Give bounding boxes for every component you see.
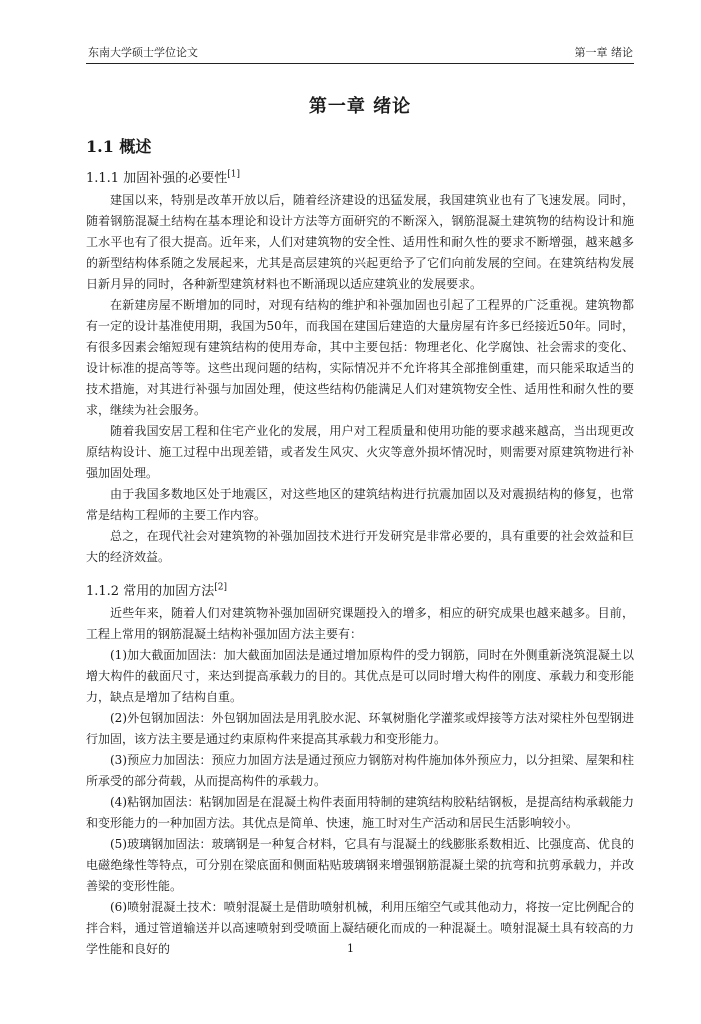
citation-ref-2: [2] (214, 582, 227, 593)
paragraph: (6)喷射混凝土技术：喷射混凝土是借助喷射机械，利用压缩空气或其他动力，将按一定比例配合的拌合料，通过管道输送并以高速喷射到受喷面上凝结硬化而成的一种混凝土。喷射混凝土具有较高的力学性能和良好的 (86, 900, 634, 956)
subsection-title-2-text: 1.1.2 常用的加固方法 (86, 584, 215, 599)
running-header-left: 东南大学硕士学位论文 (88, 46, 198, 59)
paragraph: 随着我国安居工程和住宅产业化的发展，用户对工程质量和使用功能的要求越来越高，当出现更改原结构设计、施工过程中出现差错，或者发生风灾、火灾等意外损坏情况时，则需要对原建筑物进行补强加固处理。 (86, 424, 634, 480)
paragraph: (3)预应力加固法：预应力加固方法是通过预应力钢筋对构件施加体外预应力，以分担梁、屋架和柱所承受的部分荷载，从而提高构件的承载力。 (86, 753, 634, 788)
subsection-title-1 (86, 167, 634, 186)
paragraph: 由于我国多数地区处于地震区，对这些地区的建筑结构进行抗震加固以及对震损结构的修复，也常常是结构工程师的主要工作内容。 (86, 487, 634, 522)
page-number: 1 (347, 942, 354, 955)
subsection-title-1-text: 1.1.1 加固补强的必要性 (86, 171, 228, 186)
paragraph: (4)粘钢加固法：粘钢加固是在混凝土构件表面用特制的建筑结构胶粘结钢板，是提高结构承载能力和变形能力的一种加固方法。其优点是简单、快速，施工时对生产活动和居民生活影响较小。 (86, 795, 634, 830)
paragraph: 近些年来，随着人们对建筑物补强加固研究课题投入的增多，相应的研究成果也越来越多。目前，工程上常用的钢筋混凝土结构补强加固方法主要有： (86, 606, 634, 641)
header-rule (86, 63, 634, 64)
paragraph: (1)加大截面加固法：加大截面加固法是通过增加原构件的受力钢筋，同时在外侧重新浇筑混凝土以增大构件的截面尺寸，来达到提高承载力的目的。其优点是可以同时增大构件的刚度、承载力和变形能力，缺点是增加了结构自重。 (86, 648, 634, 704)
section-title: 1.1 概述 (86, 137, 152, 156)
paragraph: (5)玻璃钢加固法：玻璃钢是一种复合材料，它具有与混凝土的线膨胀系数相近、比强度高、优良的电磁绝缘性等特点，可分别在梁底面和侧面粘贴玻璃钢来增强钢筋混凝土梁的抗弯和抗剪承载力，并改善梁的变形性能。 (86, 837, 634, 893)
page-body (86, 92, 634, 960)
running-header-right: 第一章 绪论 (574, 46, 633, 59)
subsection-title-2 (86, 580, 634, 599)
paragraph: 在新建房屋不断增加的同时，对现有结构的维护和补强加固也引起了工程界的广泛重视。建筑物都有一定的设计基准使用期，我国为50年，而我国在建国后建造的大量房屋有许多已经接近50年。同时，有很多因素会缩短现有建筑结构的使用寿命，其中主要包括：物理老化、化学腐蚀、社会需求的变化、设计标准的提高等等。这些出现问题的结构，实际情况并不允许将其全部推倒重建，而只能采取适当的技术措施，对其进行补强与加固处理，使这些结构仍能满足人们对建筑物安全性、适用性和耐久性的要求，继续为社会服务。 (86, 298, 634, 417)
chapter-title: 第一章 绪论 (308, 96, 412, 117)
paragraph: 建国以来，特别是改革开放以后，随着经济建设的迅猛发展，我国建筑业也有了飞速发展。同时，随着钢筋混凝土结构在基本理论和设计方法等方面研究的不断深入，钢筋混凝土建筑物的结构设计和施工水平也有了很大提高。近年来，人们对建筑物的安全性、适用性和耐久性的要求不断增强，越来越多的新型结构体系随之发展起来，尤其是高层建筑的兴起更给予了它们向前发展的空间。在建筑结构发展日新月异的同时，各种新型建筑材料也不断涌现以适应建筑业的发展要求。 (86, 193, 634, 291)
paragraph: 总之，在现代社会对建筑物的补强加固技术进行开发研究是非常必要的，具有重要的社会效益和巨大的经济效益。 (86, 529, 634, 564)
citation-ref-1: [1] (227, 169, 240, 180)
spacer (86, 568, 634, 580)
paragraph: (2)外包钢加固法：外包钢加固法是用乳胶水泥、环氧树脂化学灌浆或焊接等方法对梁柱外包型钢进行加固，该方法主要是通过约束原构件来提高其承载力和变形能力。 (86, 711, 634, 746)
